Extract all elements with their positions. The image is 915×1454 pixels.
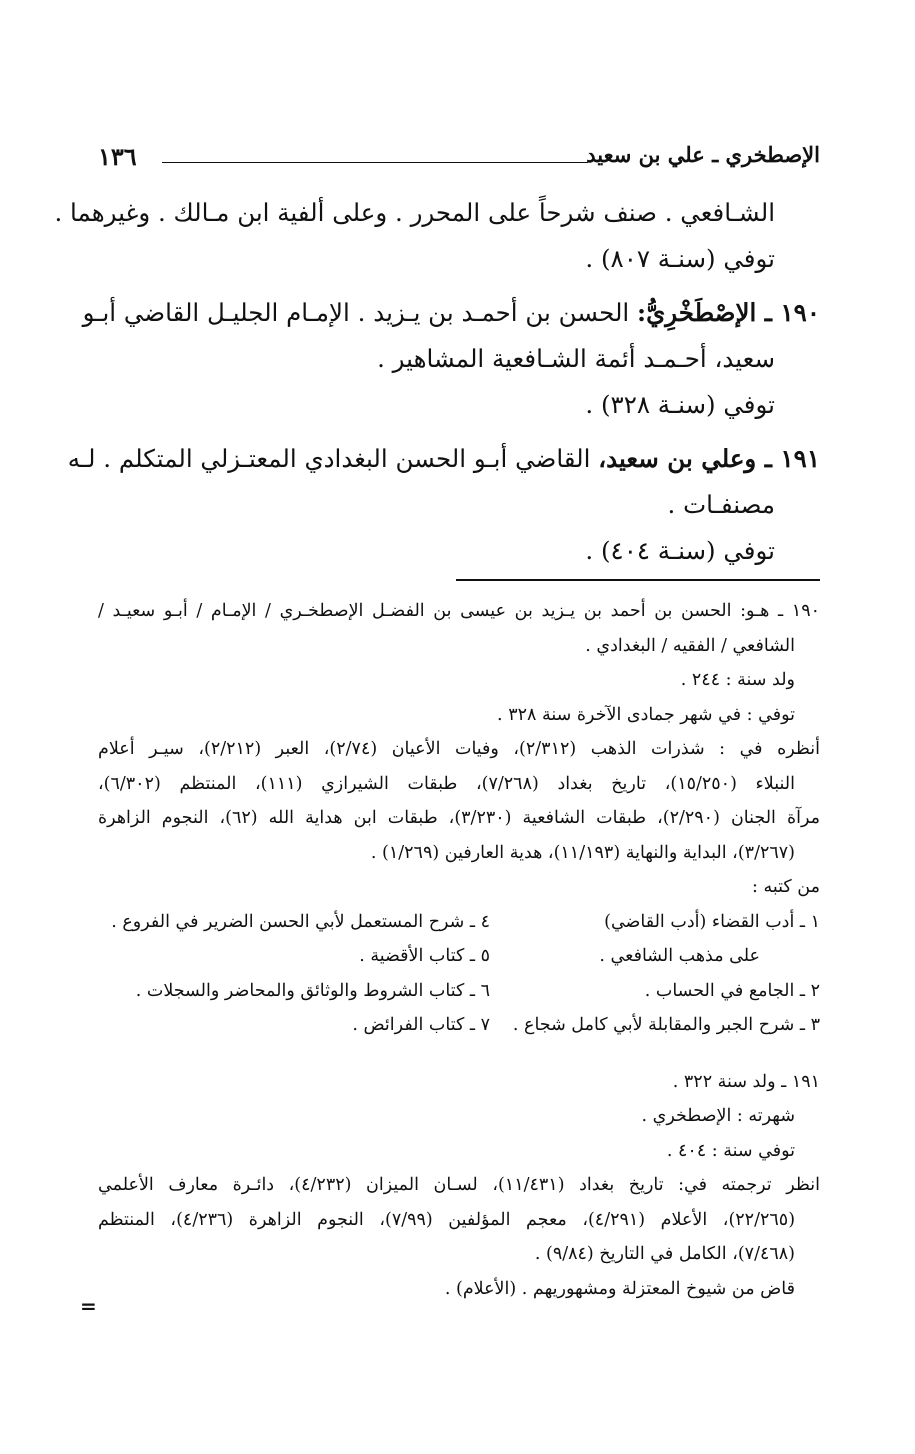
note-190-death: توفي : في شهر جمادى الآخرة سنة ٣٢٨ . bbox=[497, 704, 795, 725]
note-191-sources: (٢٢/٢٦٥)، الأعلام (٤/٢٩١)، معجم المؤلفين (٧/٩٩)، النجوم الزاهرة (٤/٢٣٦)، المنتظم bbox=[98, 1209, 796, 1230]
book-item: ٣ ـ شرح الجبر والمقابلة لأبي كامل شجاع . bbox=[512, 1015, 820, 1035]
note-190-sources: أنظره في : شذرات الذهب (٢/٣١٢)، وفيات الأعيان (٢/٧٤)، العبر (٢/٢١٢)، سيـر أعلام bbox=[98, 739, 820, 759]
note-190-sources: مرآة الجنان (٢/٢٩٠)، طبقات الشافعية (٣/٢٣٠)، طبقات ابن هداية الله (٦٢)، النجوم الزاهرة bbox=[98, 808, 821, 828]
note-191-description: قاض من شيوخ المعتزلة ومشهوريهم . (الأعلام) . bbox=[444, 1278, 795, 1299]
note-190-books-label: من كتبه : bbox=[752, 877, 820, 897]
entry-190-text: الحسن بن أحمـد بن يـزيد . الإمـام الجليـل القاضي أبـو bbox=[82, 298, 630, 327]
page-header bbox=[98, 142, 820, 182]
book-item: ٢ ـ الجامع في الحساب . bbox=[644, 980, 820, 1001]
book-item-cont: على مذهب الشافعي . bbox=[599, 946, 760, 966]
note-190-sources: النبلاء (١٥/٢٥٠)، تاريخ بغداد (٧/٢٦٨)، طبقات الشيرازي (١١١)، المنتظم (٦/٣٠٢)، bbox=[98, 773, 795, 794]
note-190-sources: (٣/٢٦٧)، البداية والنهاية (١١/١٩٣)، هدية العارفين (١/٢٦٩) . bbox=[370, 842, 795, 863]
note-191-fame: شهرته : الإصطخري . bbox=[641, 1106, 795, 1126]
note-190-birth: ولد سنة : ٢٤٤ . bbox=[680, 670, 795, 690]
header-rule bbox=[162, 162, 588, 163]
book-item: ١ ـ أدب القضاء (أدب القاضي) bbox=[604, 911, 820, 932]
entry-191-text: القاضي أبـو الحسن البغدادي المعتـزلي المتكلم . لـه bbox=[67, 444, 591, 473]
book-item: ٥ ـ كتاب الأقضية . bbox=[359, 946, 490, 966]
books-column-left bbox=[98, 905, 490, 1043]
page-number: ١٣٦ bbox=[98, 142, 137, 171]
entry-190-death-line: توفي (سنـة ٣٢٨) . bbox=[585, 390, 775, 419]
entry-191-death-line: توفي (سنـة ٤٠٤) . bbox=[585, 536, 775, 565]
entry-190-line-2: سعيد، أحـمـد أئمة الشـافعية المشاهير . bbox=[377, 344, 775, 373]
entry-191-head: ١٩١ ـ وعلي بن سعيد، bbox=[598, 444, 820, 473]
continuation-death-line: توفي (سنـة ٨٠٧) . bbox=[585, 244, 775, 273]
running-title: الإصطخري ـ علي بن سعيد bbox=[586, 142, 820, 167]
note-191-sources: انظر ترجمته في: تاريخ بغداد (١١/٤٣١)، لسـان الميزان (٤/٢٣٢)، دائـرة معارف الأعلمي bbox=[98, 1175, 820, 1195]
book-item: ٦ ـ كتاب الشروط والوثائق والمحاضر والسجلات . bbox=[135, 980, 490, 1001]
entry-191-line-1 bbox=[67, 436, 820, 482]
continuation-mark: = bbox=[80, 1294, 97, 1318]
footnote-divider bbox=[456, 579, 820, 581]
books-list bbox=[98, 905, 820, 1043]
main-text bbox=[54, 190, 820, 574]
footnotes bbox=[98, 594, 820, 1306]
note-190-line: الشافعي / الفقيه / البغدادي . bbox=[585, 635, 795, 656]
note-191-death: توفي سنة : ٤٠٤ . bbox=[666, 1140, 795, 1161]
note-191-line: ١٩١ ـ ولد سنة ٣٢٢ . bbox=[672, 1071, 820, 1092]
entry-190-head: ١٩٠ ـ الإصْطَخْرِيُّ: bbox=[637, 298, 820, 327]
book-item: ٤ ـ شرح المستعمل لأبي الحسن الضرير في الفروع . bbox=[111, 911, 490, 932]
book-item: ٧ ـ كتاب الفرائض . bbox=[352, 1015, 490, 1035]
note-191-sources: (٧/٤٦٨)، الكامل في التاريخ (٩/٨٤) . bbox=[534, 1244, 795, 1264]
continuation-line: الشـافعي . صنف شرحاً على المحرر . وعلى ألفية ابن مـالك . وغيرهما . bbox=[54, 198, 775, 227]
note-190-line: ١٩٠ ـ هـو: الحسن بن أحمد بن يـزيد بن عيسى بن الفضـل الإصطخـري / الإمـام / أبـو سعيـد / bbox=[98, 601, 820, 621]
books-column-right bbox=[490, 905, 820, 1043]
entry-191-line-2: مصنفـات . bbox=[667, 490, 775, 519]
entry-190-line-1 bbox=[82, 290, 820, 336]
